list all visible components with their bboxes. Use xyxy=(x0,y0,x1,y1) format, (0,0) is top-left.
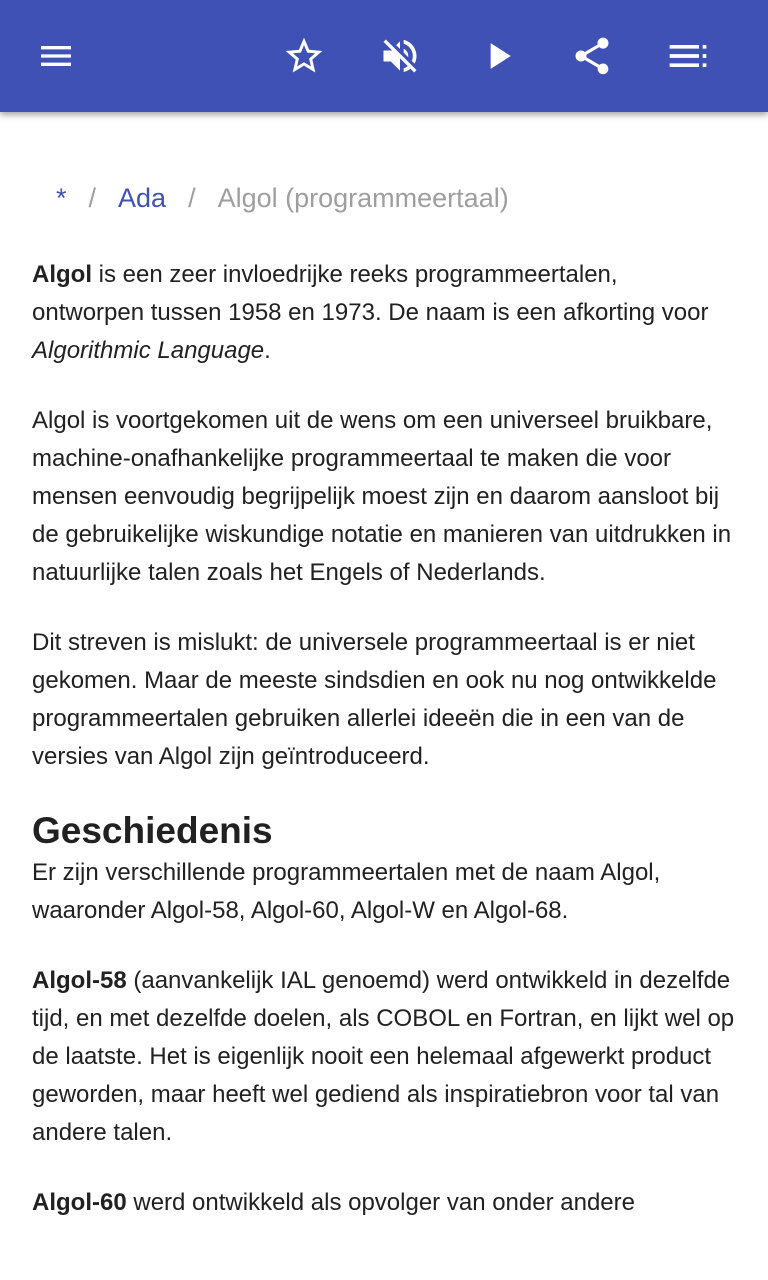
breadcrumb xyxy=(56,180,509,216)
paragraph-text: werd ontwikkeld als opvolger van onder andere xyxy=(126,1189,635,1216)
menu-button[interactable] xyxy=(28,28,84,84)
paragraph-intro xyxy=(32,256,736,370)
paragraph-origin: Algol is voortgekomen uit de wens om een universeel bruikbare, machine-onafhankelijke programmeertaal te maken die voor mensen eenvoudig begrijpelijk moest zijn en daarom aansloot bij de gebruikelijke wiskundige notatie en manieren van uitdrukken in natuurlijke talen zoals het Engels of Nederlands. xyxy=(32,407,732,586)
share-icon xyxy=(570,34,614,78)
hamburger-menu-icon xyxy=(36,36,76,76)
share-button[interactable] xyxy=(564,28,620,84)
breadcrumb-separator: / xyxy=(88,183,97,213)
list-icon xyxy=(666,34,710,78)
paragraph-versions: Er zijn verschillende programmeertalen met de naam Algol, waaronder Algol-58, Algol-60, Algol-W en Algol-68. xyxy=(32,859,661,924)
paragraph-outcome: Dit streven is mislukt: de universele programmeertaal is er niet gekomen. Maar de meeste sindsdien en ook nu nog ontwikkelde programmeertalen gebruiken allerlei ideeën die in een van de versies van Algol zijn geïntroduceerd. xyxy=(32,629,717,770)
mute-button[interactable] xyxy=(372,28,428,84)
paragraph-text: is een zeer invloedrijke reeks programmeertalen, ontworpen tussen 1958 en 1973. De naam is een afkorting voor xyxy=(32,261,709,326)
paragraph-algol-58 xyxy=(32,962,736,1152)
bold-term: Algol-60 xyxy=(32,1189,127,1216)
favorite-button[interactable] xyxy=(276,28,332,84)
italic-term: Algorithmic Language xyxy=(32,337,265,364)
volume-off-icon xyxy=(378,34,422,78)
play-button[interactable] xyxy=(470,28,526,84)
section-heading: Geschiedenis xyxy=(32,810,273,851)
star-outline-icon xyxy=(282,34,326,78)
play-icon xyxy=(476,34,520,78)
bold-term: Algol xyxy=(32,261,92,288)
paragraph-text: . xyxy=(264,337,271,364)
bold-term: Algol-58 xyxy=(32,967,127,994)
app-toolbar xyxy=(0,0,768,112)
paragraph-text: (aanvankelijk IAL genoemd) werd ontwikkeld in dezelfde tijd, en met dezelfde doelen, als COBOL en Fortran, en lijkt wel op de laatste. Het is eigenlijk nooit een helemaal afgewerkt product geworden, maar heeft wel gediend als inspiratiebron voor tal van andere talen. xyxy=(32,967,735,1146)
breadcrumb-home-link[interactable]: * xyxy=(56,183,67,213)
breadcrumb-ada-link[interactable]: Ada xyxy=(118,183,167,213)
article-view[interactable] xyxy=(0,112,768,1280)
toc-button[interactable] xyxy=(660,28,716,84)
article-body xyxy=(32,256,736,1254)
breadcrumb-current: Algol (programmeertaal) xyxy=(217,183,509,213)
paragraph-algol-60 xyxy=(32,1184,736,1222)
breadcrumb-separator: / xyxy=(188,183,196,213)
